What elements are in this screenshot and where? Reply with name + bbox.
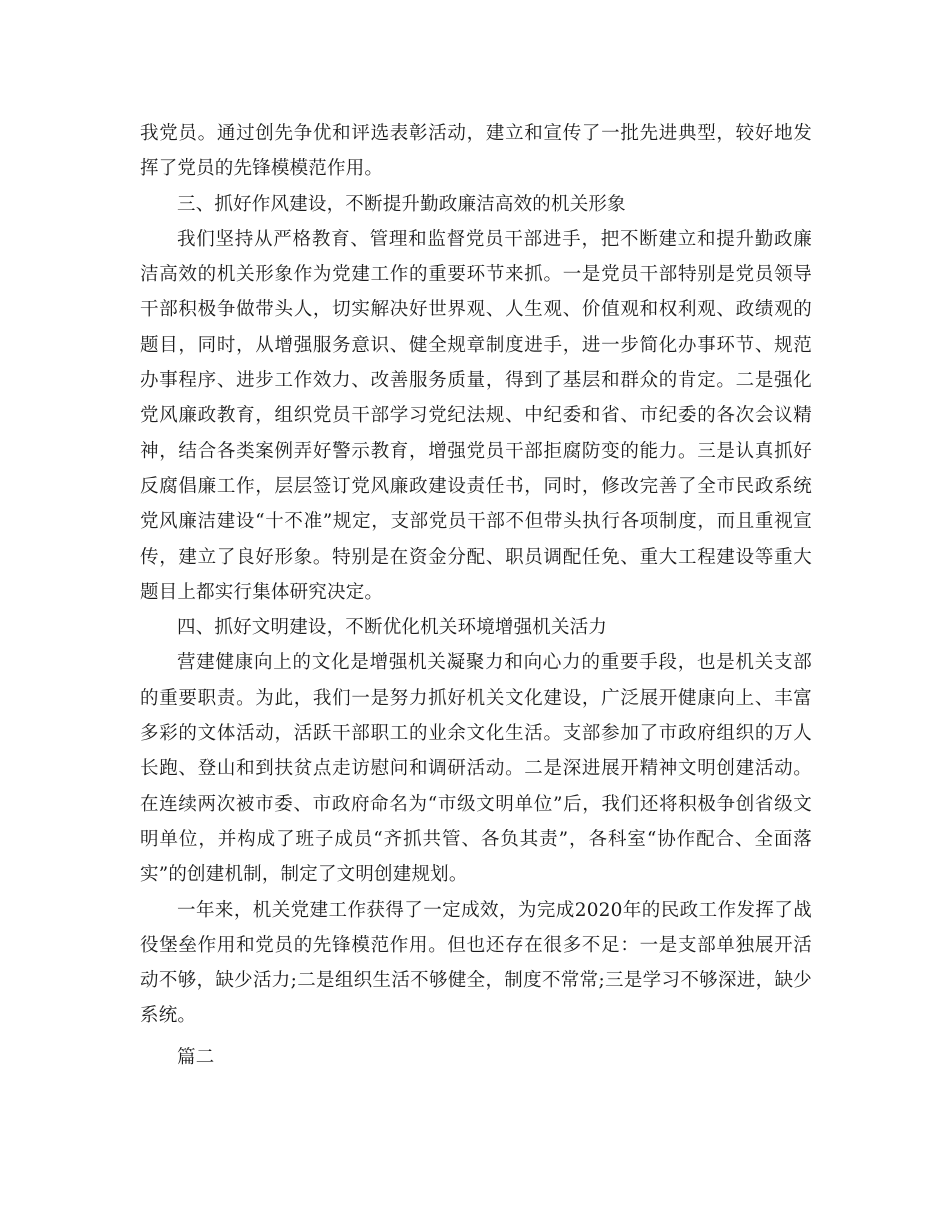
paragraph-continuation: 我党员。通过创先争优和评选表彰活动，建立和宣传了一批先进典型，较好地发挥了党员的先锋模模范作用。	[140, 123, 812, 180]
paragraph-body: 我们坚持从严格教育、管理和监督党员干部进手，把不断建立和提升勤政廉洁高效的机关形象作为党建工作的重要环节来抓。一是党员干部特别是党员领导干部积极争做带头人，切实解决好世界观、人生观、价值观和权利观、政绩观的题目，同时，从增强服务意识、健全规章制度进手，进一步简化办事环节、规范办事程序、进步工作效力、改善服务质量，得到了基层和群众的肯定。二是强化党风廉政教育，组织党员干部学习党纪法规、中纪委和省、市纪委的各次会议精神，结合各类案例弄好警示教育，增强党员干部拒腐防变的能力。三是认真抓好反腐倡廉工作，层层签订党风廉政建设责任书，同时，修改完善了全市民政系统党风廉洁建设“十不准”规定，支部党员干部不但带头执行各项制度，而且重视宣传，建立了良好形象。特别是在资金分配、职员调配任免、重大工程建设等重大题目上都实行集体研究决定。	[140, 228, 812, 603]
section-heading-4: 四、抓好文明建设，不断优化机关环境增强机关活力	[177, 617, 608, 639]
paragraph-body: 营建健康向上的文化是增强机关凝聚力和向心力的重要手段，也是机关支部的重要职责。为此，我们一是努力抓好机关文化建设，广泛展开健康向上、丰富多彩的文体活动，活跃干部职工的业余文化生活。支部参加了市政府组织的万人长跑、登山和到扶贫点走访慰问和调研活动。二是深进展开精神文明创建活动。在连续两次被市委、市政府命名为“市级文明单位”后，我们还将积极争创省级文明单位，并构成了班子成员“齐抓共管、各负其责”，各科室“协作配合、全面落实”的创建机制，制定了文明创建规划。	[140, 652, 812, 886]
part-heading: 篇二	[177, 1046, 215, 1068]
document-body	[140, 116, 812, 1075]
paragraph-summary: 一年来，机关党建工作获得了一定成效，为完成2020年的民政工作发挥了战役堡垒作用和党员的先锋模范作用。但也还存在很多不足：一是支部单独展开活动不够，缺少活力;二是组织生活不够健全，制度不常常;三是学习不够深进，缺少系统。	[140, 899, 812, 1027]
section-heading-3: 三、抓好作风建设，不断提升勤政廉洁高效的机关形象	[177, 193, 626, 215]
